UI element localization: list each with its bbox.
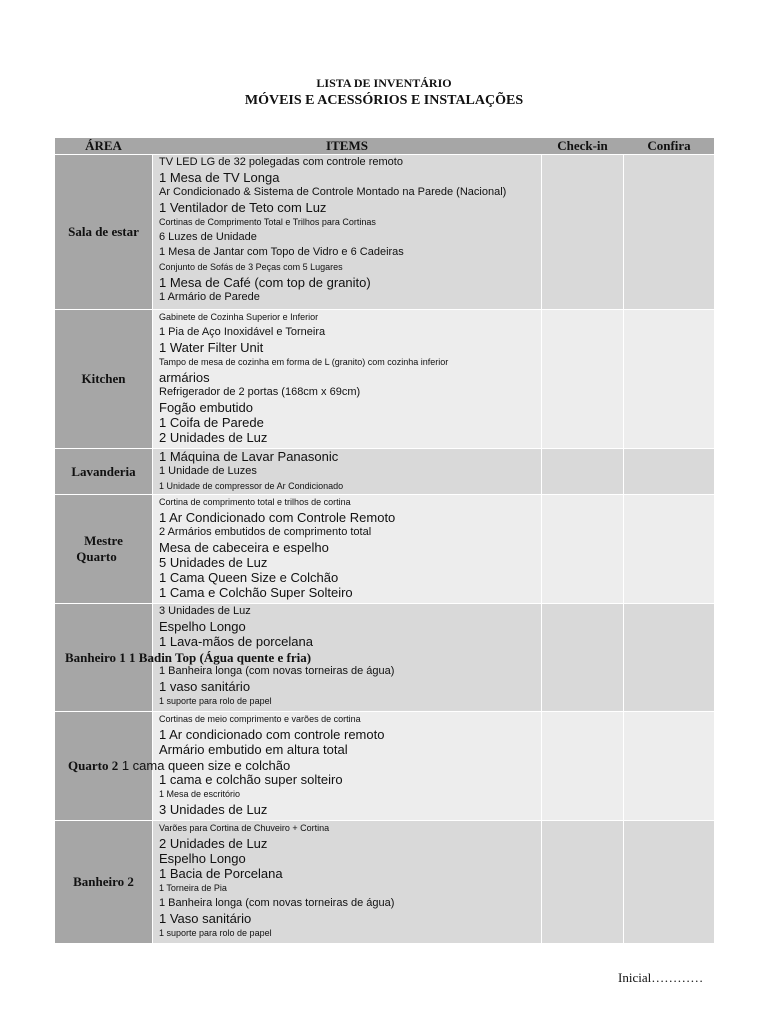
header-checkin: Check-in	[557, 138, 608, 153]
area-cell	[55, 495, 152, 603]
confirm-cell[interactable]	[624, 155, 714, 309]
checkin-cell[interactable]	[542, 821, 623, 943]
confirm-cell[interactable]	[624, 310, 714, 448]
section-bedroom-2	[55, 712, 714, 821]
list-item: 1 Water Filter Unit	[159, 340, 264, 355]
checkin-cell[interactable]	[542, 449, 623, 494]
list-item: 1 Bacia de Porcelana	[159, 866, 283, 881]
list-item: Cortina de comprimento total e trilhos de cortina	[159, 497, 351, 507]
section-bathroom-1	[55, 604, 714, 712]
area-label: Banheiro 2	[73, 874, 134, 889]
section-master-bedroom	[55, 495, 714, 604]
checkin-cell[interactable]	[542, 604, 623, 711]
checkin-cell[interactable]	[542, 495, 623, 603]
items-list	[159, 495, 539, 600]
area-cell	[55, 821, 152, 943]
list-item: armários	[159, 370, 210, 385]
items-cell	[153, 155, 541, 309]
area-label	[55, 533, 152, 565]
list-item: 1 Mesa de Café (com top de granito)	[159, 275, 371, 290]
list-item: Tampo de mesa de cozinha em forma de L (granito) com cozinha inferior	[159, 357, 449, 367]
list-item: Cortinas de Comprimento Total e Trilhos para Cortinas	[159, 217, 376, 227]
list-item: 1 cama e colchão super solteiro	[159, 772, 343, 787]
checkin-cell[interactable]	[542, 310, 623, 448]
checkin-cell[interactable]	[542, 155, 623, 309]
area-cell	[55, 155, 152, 309]
area-label-line2: Quarto	[76, 549, 117, 564]
items-list	[159, 155, 539, 305]
list-item: 1 Máquina de Lavar Panasonic	[159, 449, 339, 464]
list-item: Refrigerador de 2 portas (168cm x 69cm)	[159, 386, 361, 398]
area-label-extra: 1 cama queen size e colchão	[118, 758, 291, 773]
list-item: 5 Unidades de Luz	[159, 555, 268, 570]
area-label: Sala de estar	[68, 224, 139, 239]
list-item: Mesa de cabeceira e espelho	[159, 540, 329, 555]
list-item: Espelho Longo	[159, 619, 246, 634]
section-laundry	[55, 449, 714, 495]
initials-line: Inicial…………	[618, 970, 704, 985]
header-area: ÁREA	[85, 138, 122, 153]
list-item: 1 Coifa de Parede	[159, 415, 264, 430]
list-item: 3 Unidades de Luz	[159, 605, 251, 617]
list-item: 1 suporte para rolo de papel	[159, 696, 272, 706]
list-item: 1 Ventilador de Teto com Luz	[159, 200, 327, 215]
list-item: Ar Condicionado & Sistema de Controle Montado na Parede (Nacional)	[159, 186, 507, 198]
list-item: 3 Unidades de Luz	[159, 802, 268, 817]
area-cell	[55, 310, 152, 448]
confirm-cell[interactable]	[624, 495, 714, 603]
list-item: 2 Armários embutidos de comprimento total	[159, 526, 372, 538]
list-item: Espelho Longo	[159, 851, 246, 866]
area-label-text: Quarto 2	[68, 758, 119, 773]
document-subtitle: LISTA DE INVENTÁRIO	[316, 76, 452, 90]
list-item: 1 Cama Queen Size e Colchão	[159, 570, 339, 585]
list-item: Gabinete de Cozinha Superior e Inferior	[159, 312, 319, 322]
header-items: ITEMS	[326, 138, 368, 153]
inventory-table	[55, 138, 714, 944]
items-cell	[153, 310, 541, 448]
list-item: 1 Ar Condicionado com Controle Remoto	[159, 510, 396, 525]
list-item: 1 Armário de Parede	[159, 291, 260, 303]
items-cell	[153, 495, 541, 603]
list-item: Armário embutido em altura total	[159, 742, 348, 757]
list-item: Fogão embutido	[159, 400, 253, 415]
list-item: 1 suporte para rolo de papel	[159, 928, 272, 938]
list-item: 1 Unidade de compressor de Ar Condicionado	[159, 481, 344, 491]
area-label: Kitchen	[81, 371, 126, 386]
area-label-line1: Mestre	[84, 533, 123, 548]
items-list	[159, 449, 539, 494]
list-item: 1 Torneira de Pia	[159, 883, 227, 893]
list-item: 1 Lava-mãos de porcelana	[159, 634, 313, 649]
items-cell	[153, 821, 541, 943]
section-living-room	[55, 155, 714, 310]
list-item: Conjunto de Sofás de 3 Peças com 5 Lugares	[159, 262, 343, 272]
list-item: 1 Unidade de Luzes	[159, 465, 257, 477]
document-title: MÓVEIS E ACESSÓRIOS E INSTALAÇÕES	[244, 93, 524, 108]
list-item: 1 Banheira longa (com novas torneiras de água)	[159, 897, 395, 909]
table-header-row	[55, 138, 714, 155]
checkin-cell[interactable]	[542, 712, 623, 820]
list-item: 1 Mesa de Jantar com Topo de Vidro e 6 Cadeiras	[159, 246, 404, 258]
items-list	[159, 821, 539, 941]
header-confirm: Confira	[647, 138, 691, 153]
confirm-cell[interactable]	[624, 821, 714, 943]
area-label-text: Banheiro 1 1 Badin Top (Água quente e fria)	[65, 649, 312, 665]
area-cell	[55, 449, 152, 494]
list-item: 6 Luzes de Unidade	[159, 231, 257, 243]
list-item: 1 Mesa de escritório	[159, 789, 241, 799]
list-item: 1 Ar condicionado com controle remoto	[159, 727, 385, 742]
list-item: Varões para Cortina de Chuveiro + Cortina	[159, 823, 330, 833]
list-item: 1 Banheira longa (com novas torneiras de água)	[159, 665, 395, 677]
items-list	[159, 310, 539, 445]
list-item: 1 Pia de Aço Inoxidável e Torneira	[159, 326, 326, 338]
list-item: 2 Unidades de Luz	[159, 430, 268, 445]
confirm-cell[interactable]	[624, 449, 714, 494]
confirm-cell[interactable]	[624, 604, 714, 711]
list-item: Cortinas de meio comprimento e varões de cortina	[159, 714, 361, 724]
area-label	[65, 650, 405, 666]
section-kitchen	[55, 310, 714, 449]
area-label	[68, 758, 408, 774]
list-item: 1 Mesa de TV Longa	[159, 170, 280, 185]
list-item: 1 Vaso sanitário	[159, 911, 252, 926]
list-item: TV LED LG de 32 polegadas com controle remoto	[159, 156, 403, 168]
list-item: 2 Unidades de Luz	[159, 836, 268, 851]
confirm-cell[interactable]	[624, 712, 714, 820]
list-item: 1 vaso sanitário	[159, 679, 251, 694]
area-label: Lavanderia	[71, 463, 136, 479]
list-item: 1 Cama e Colchão Super Solteiro	[159, 585, 353, 600]
items-cell	[153, 449, 541, 494]
section-bathroom-2	[55, 821, 714, 944]
